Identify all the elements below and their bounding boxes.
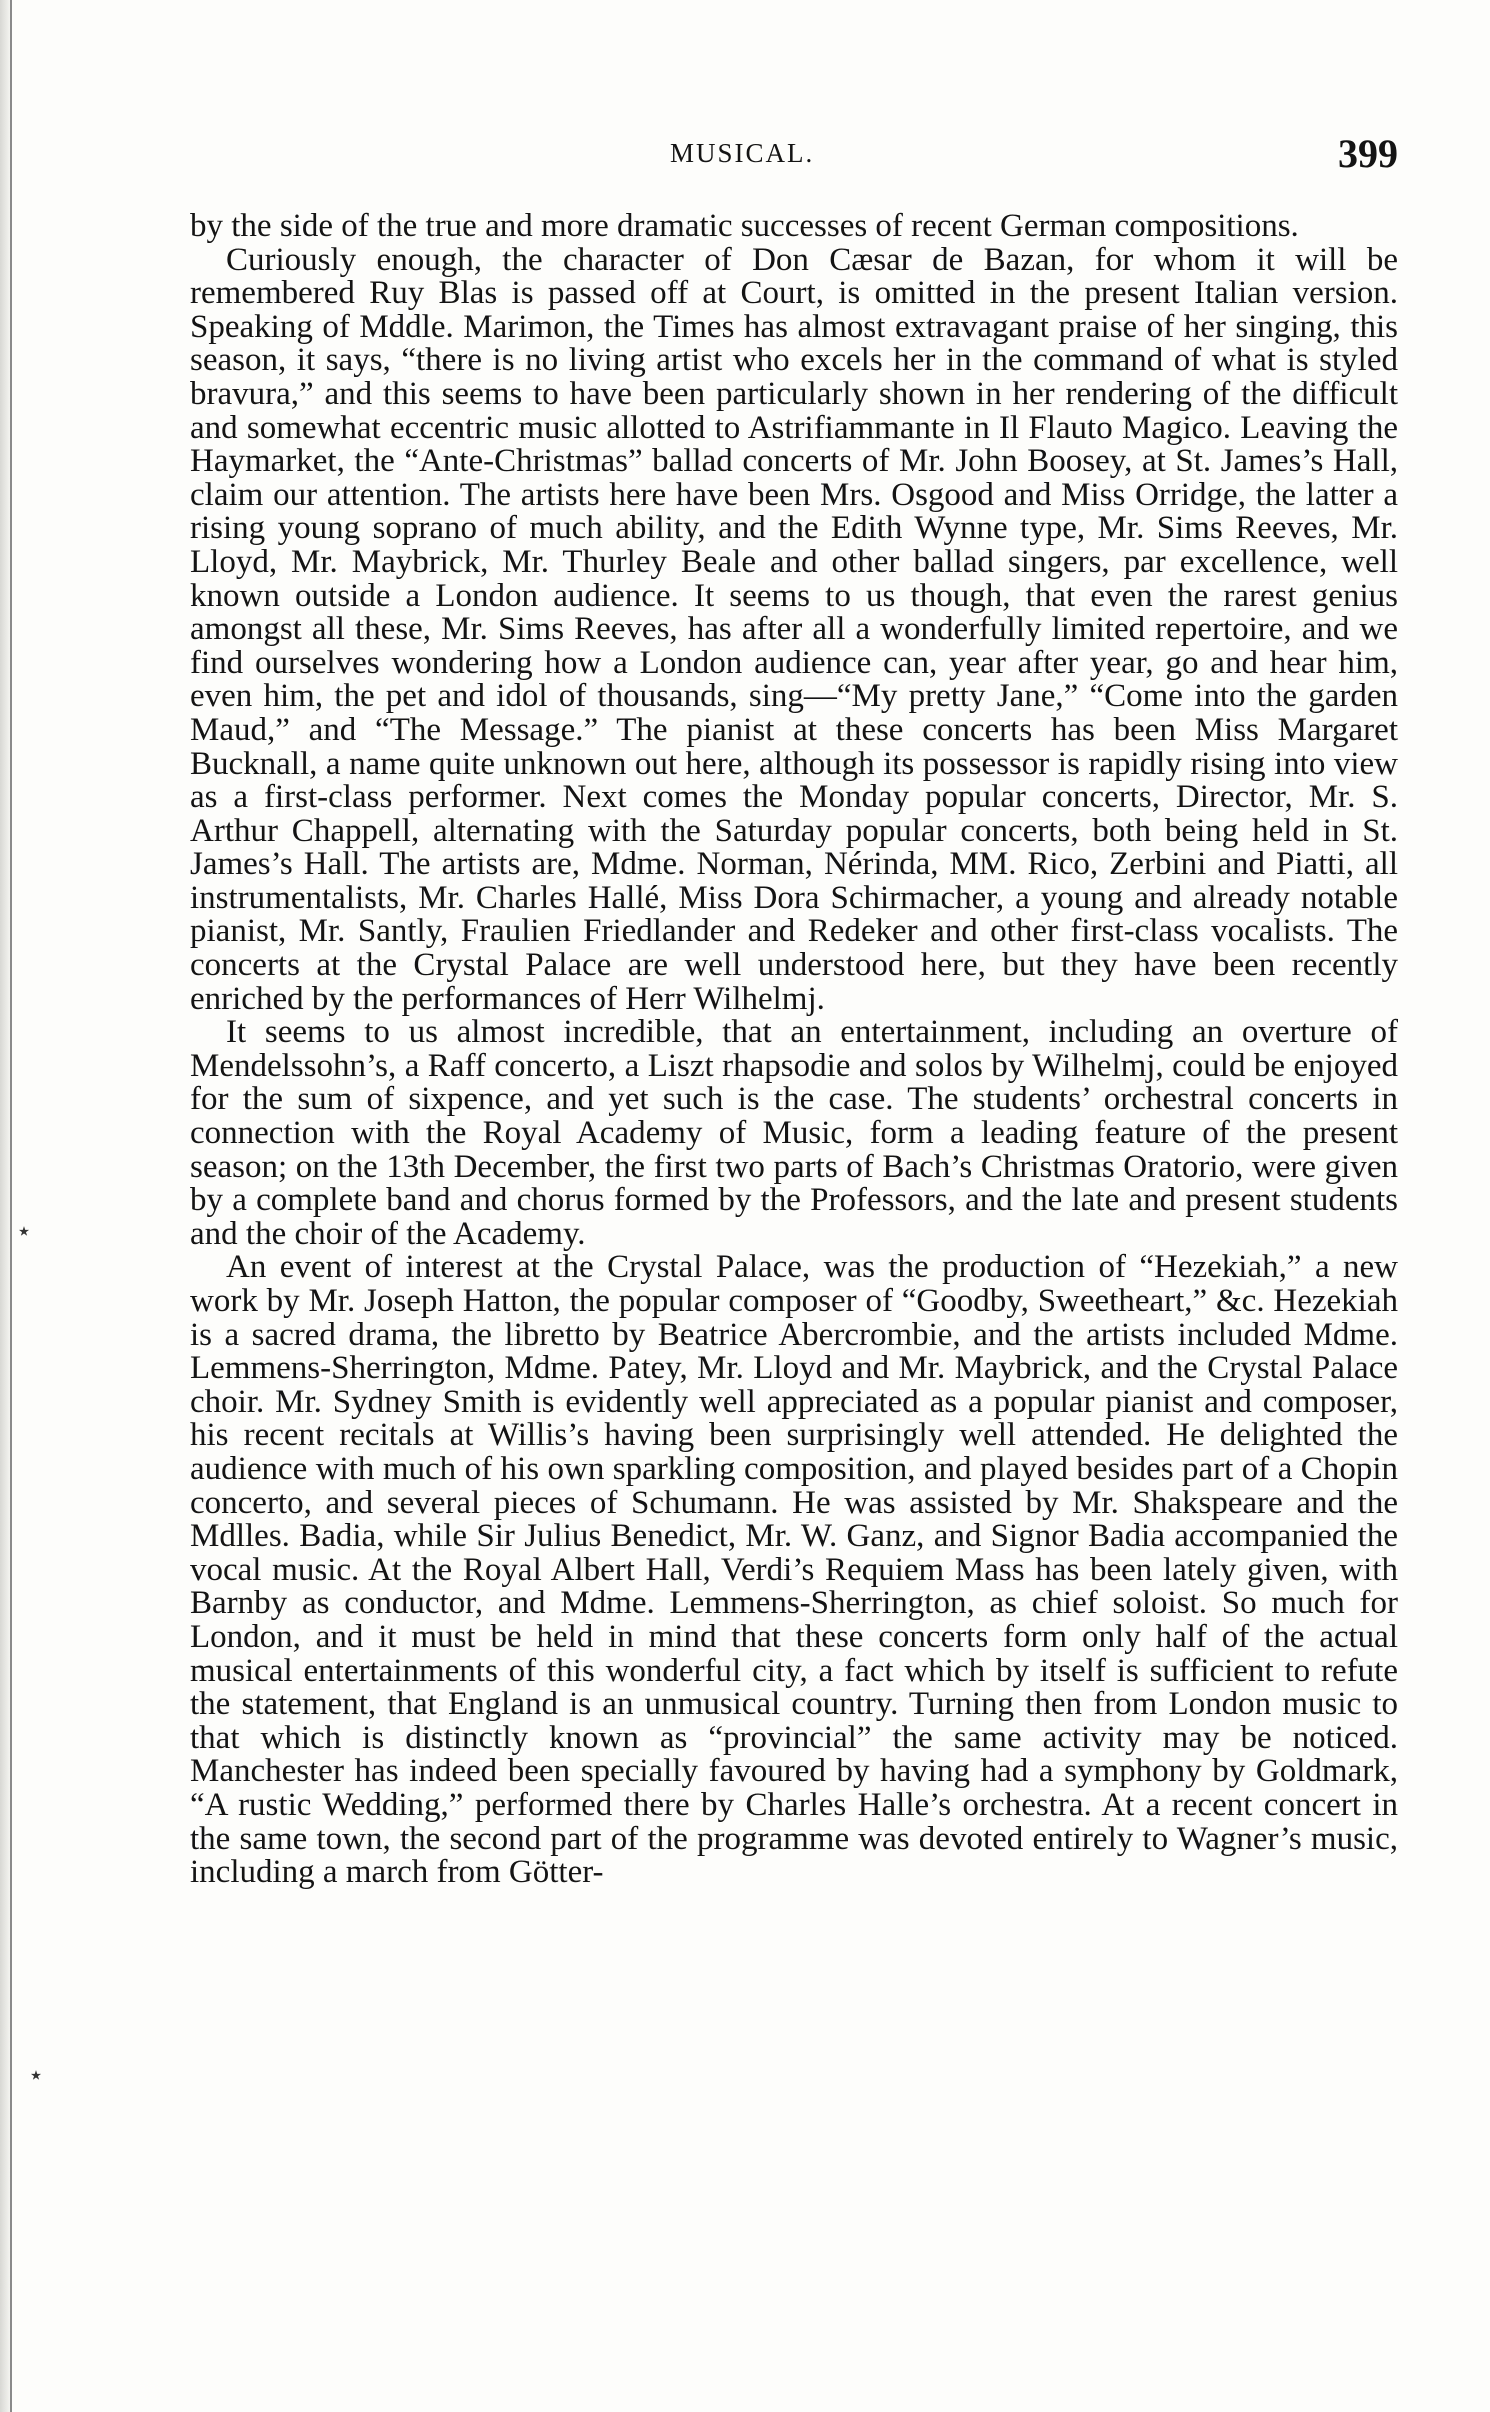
section-title: MUSICAL. (670, 138, 815, 168)
running-head (190, 130, 1410, 180)
margin-mark: ٭ (18, 1218, 30, 1243)
text-column (190, 210, 1398, 1890)
paragraph: Curiously enough, the character of Don Cæsar de Bazan, for whom it will be remembered Ruy Blas is passed off at Court, is omitted in the present Italian version. Speaking of Mddle. Marimon, the Times has almost extravagant praise of her singing, this season, it says, “there is no living artist who excels her in the command of what is styled bravura,” and this seems to have been particularly shown in her rendering of the difficult and somewhat eccentric music allotted to Astrifiammante in Il Flauto Magico. Leaving the Haymarket, the “Ante-Christmas” ballad concerts of Mr. John Boosey, at St. James’s Hall, claim our attention. The artists here have been Mrs. Osgood and Miss Orridge, the latter a rising young soprano of much ability, and the Edith Wynne type, Mr. Sims Reeves, Mr. Lloyd, Mr. Maybrick, Mr. Thurley Beale and other ballad singers, par excellence, well known outside a London audience. It seems to us though, that even the rarest genius amongst all these, Mr. Sims Reeves, has after all a wonderfully limited repertoire, and we find ourselves wondering how a London audience can, year after year, go and hear him, even him, the pet and idol of thousands, sing—“My pretty Jane,” “Come into the garden Maud,” and “The Message.” The pianist at these concerts has been Miss Margaret Bucknall, a name quite unknown out here, although its possessor is rapidly rising into view as a first-class performer. Next comes the Monday popular concerts, Director, Mr. S. Arthur Chappell, alternating with the Saturday popular concerts, both being held in St. James’s Hall. The artists are, Mdme. Norman, Nérinda, MM. Rico, Zerbini and Piatti, all instrumentalists, Mr. Charles Hallé, Miss Dora Schirmacher, a young and already notable pianist, Mr. Santly, Fraulien Friedlander and Redeker and other first-class vocalists. The concerts at the Crystal Palace are well understood here, but they have been recently enriched by the performances of Herr Wilhelmj. (190, 241, 1398, 1017)
margin-mark: ٭ (30, 2062, 42, 2087)
page-number: 399 (1338, 131, 1398, 176)
paragraph-continued: by the side of the true and more dramatic successes of recent German compositions. (190, 208, 1299, 244)
paragraph: An event of interest at the Crystal Palace, was the production of “Hezekiah,” a new work by Mr. Joseph Hatton, the popular composer of “Goodby, Sweetheart,” &c. Hezekiah is a sacred drama, the libretto by Beatrice Abercrombie, and the artists included Mdme. Lemmens-Sherrington, Mdme. Patey, Mr. Lloyd and Mr. Maybrick, and the Crystal Palace choir. Mr. Sydney Smith is evidently well appreciated as a popular pianist and composer, his recent recitals at Willis’s having been surprisingly well attended. He delighted the audience with much of his own sparkling composition, and played besides part of a Chopin concerto, and several pieces of Schumann. He was assisted by Mr. Shakspeare and the Mdlles. Badia, while Sir Julius Benedict, Mr. W. Ganz, and Signor Badia accompanied the vocal music. At the Royal Albert Hall, Verdi’s Requiem Mass has been lately given, with Barnby as conductor, and Mdme. Lemmens-Sherrington, as chief soloist. So much for London, and it must be held in mind that these concerts form only half of the actual musical entertainments of this wonderful city, a fact which by itself is sufficient to refute the statement, that England is an unmusical country. Turning then from London music to that which is distinctly known as “provincial” the same activity may be noticed. Manchester has indeed been specially favoured by having had a symphony by Goldmark, “A rustic Wedding,” performed there by Charles Halle’s orchestra. At a recent concert in the same town, the second part of the programme was devoted entirely to Wagner’s music, including a march from Götter- (190, 1249, 1398, 1891)
paragraph: It seems to us almost incredible, that an entertainment, including an overture of Mendelssohn’s, a Raff concerto, a Liszt rhapsodie and solos by Wilhelmj, could be enjoyed for the sum of sixpence, and yet such is the case. The students’ orchestral concerts in connection with the Royal Academy of Music, form a leading feature of the present season; on the 13th December, the first two parts of Bach’s Christmas Oratorio, were given by a complete band and chorus formed by the Professors, and the late and present students and the choir of the Academy. (190, 1014, 1398, 1252)
binding-edge (0, 0, 12, 2412)
